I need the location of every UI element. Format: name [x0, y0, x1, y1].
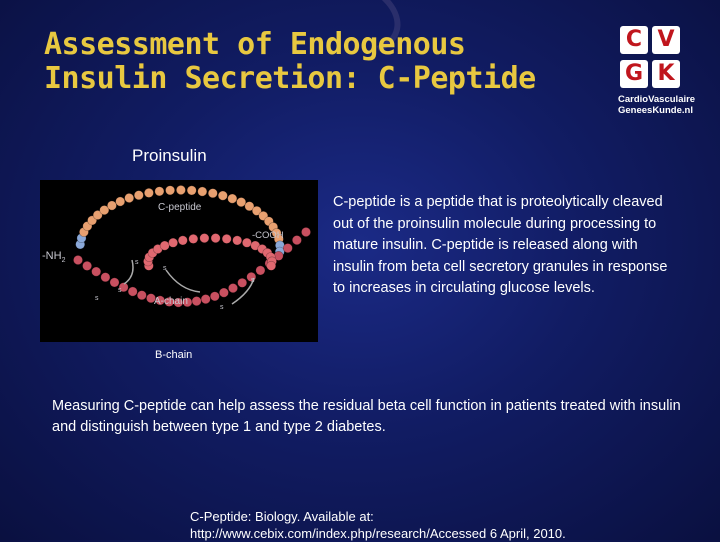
c-peptide-bead — [208, 189, 217, 198]
disulfide-s-6: s — [220, 304, 224, 311]
c-peptide-label: C-peptide — [158, 202, 202, 213]
c-peptide-bead — [134, 191, 143, 200]
b-chain-bead — [92, 267, 101, 276]
logo-line-2: GeneesKunde.nl — [618, 105, 693, 116]
b-chain-bead — [238, 278, 247, 287]
a-chain-bead — [211, 234, 220, 243]
logo-letter-k: K — [652, 60, 680, 88]
reference-citation — [190, 508, 710, 542]
b-chain-bead — [301, 227, 310, 236]
logo-letter-g: G — [620, 60, 648, 88]
b-chain-bead — [283, 244, 292, 253]
b-chain-bead — [256, 266, 265, 275]
a-chain-bead — [233, 236, 242, 245]
disulfide-s-3: s — [118, 287, 122, 294]
b-chain-bead — [110, 278, 119, 287]
cvgk-logo — [618, 26, 696, 118]
reference-line-2: http://www.cebix.com/index.php/research/Accessed 6 April, 2010. — [190, 526, 566, 541]
c-peptide-bead — [218, 191, 227, 200]
logo-letter-c: C — [620, 26, 648, 54]
c-peptide-bead — [125, 193, 134, 202]
nh2-label: $-NH_2$ — [42, 250, 66, 264]
title-line-1: Assessment of Endogenous — [44, 27, 466, 62]
a-chain-bead — [160, 241, 169, 250]
slide-title — [44, 28, 624, 96]
b-chain-bead — [83, 261, 92, 270]
a-chain-bead — [178, 236, 187, 245]
a-chain-bead — [267, 261, 276, 270]
reference-line-1: C-Peptide: Biology. Available at: — [190, 509, 374, 524]
proinsulin-heading: Proinsulin — [132, 146, 207, 165]
a-chain-bead — [189, 234, 198, 243]
cooh-label: -COOH — [252, 230, 284, 241]
a-chain-label: A-chain — [154, 296, 188, 307]
a-chain-bead — [200, 234, 209, 243]
b-chain-label: B-chain — [155, 349, 193, 361]
b-chain-bead — [210, 292, 219, 301]
proinsulin-diagram — [40, 180, 318, 342]
c-peptide-description: C-peptide is a peptide that is proteolytically cleaved out of the proinsulin molecule during processing to mature insulin. C-peptide is released along with insulin from beta cell secretory granules in response to increases in circulating glucose levels. — [333, 194, 668, 296]
logo-letter-v: V — [652, 26, 680, 54]
measuring-paragraph: Measuring C-peptide can help assess the residual beta cell function in patients treated with insulin and distinguish between type 1 and type 2 diabetes. — [52, 398, 681, 435]
b-chain-bead — [292, 236, 301, 245]
c-peptide-bead — [144, 188, 153, 197]
b-chain-bead — [137, 291, 146, 300]
c-peptide-bead — [187, 186, 196, 195]
c-peptide-bead — [107, 201, 116, 210]
disulfide-s-2: s — [163, 265, 167, 272]
c-peptide-bead — [166, 186, 175, 195]
title-line-2: Insulin Secretion: C-Peptide — [44, 61, 536, 96]
disulfide-s-5: s — [251, 277, 255, 284]
proinsulin-structure — [40, 180, 318, 342]
b-chain-bead — [228, 284, 237, 293]
b-chain-bead — [201, 295, 210, 304]
b-chain-bead — [128, 287, 137, 296]
a-chain-bead — [242, 238, 251, 247]
logo-line-1: CardioVasculaire — [618, 94, 696, 105]
c-peptide-bead — [155, 187, 164, 196]
disulfide-s-1: s — [135, 259, 139, 266]
c-peptide-bead — [228, 194, 237, 203]
a-chain-bead — [169, 238, 178, 247]
c-peptide-bead — [198, 187, 207, 196]
c-peptide-bead — [237, 198, 246, 207]
b-chain-bead — [219, 288, 228, 297]
c-peptide-bead — [116, 197, 125, 206]
b-chain-bead — [73, 255, 82, 264]
disulfide-s-4: s — [95, 295, 99, 302]
a-chain-bead — [222, 234, 231, 243]
b-chain-bead — [192, 297, 201, 306]
c-peptide-bead — [176, 185, 185, 194]
b-chain-bead — [101, 273, 110, 282]
